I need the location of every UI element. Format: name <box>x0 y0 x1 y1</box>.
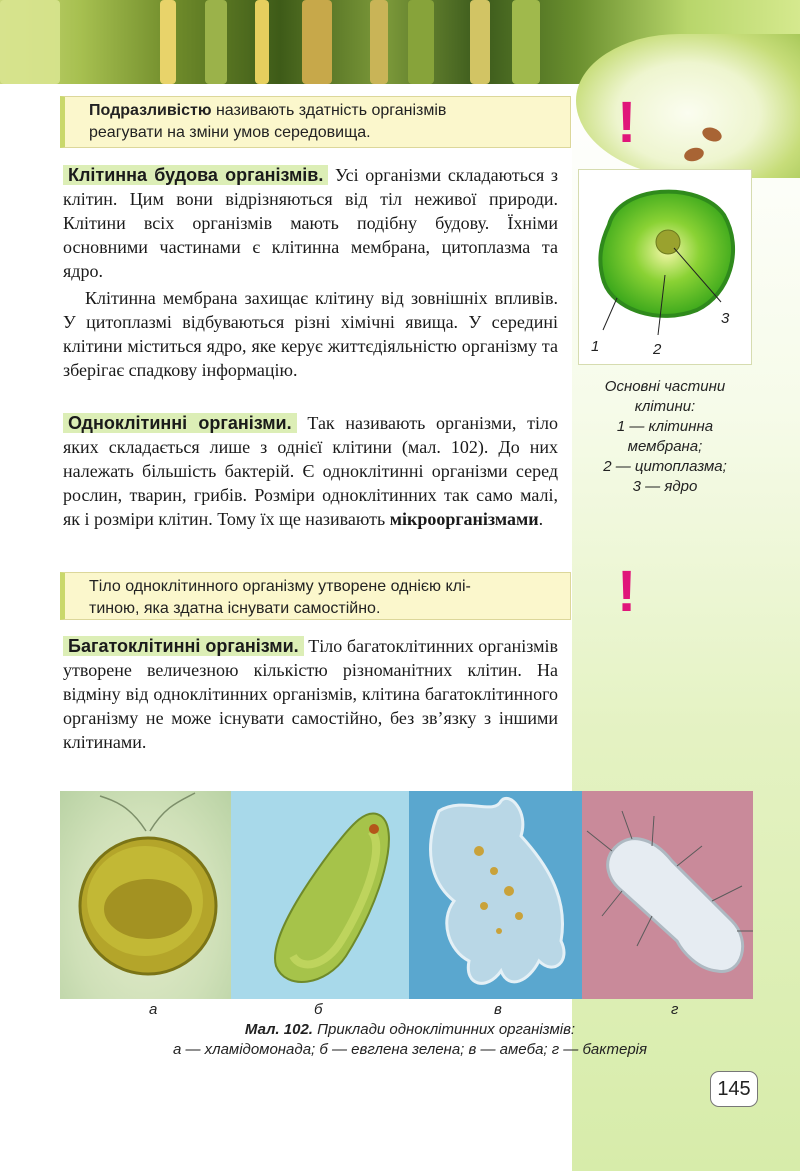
exclamation-icon: ! <box>617 559 637 624</box>
label-3: 3 <box>721 310 730 327</box>
figure-102-photos <box>60 791 753 999</box>
photo-chlamydomonas <box>60 791 231 999</box>
paragraph-text: Тіло багатоклітинних організмів утворене величезною кількістю різноманітних клітин. На відміну від одноклітинних організмів, клітина багатоклітинного організму не може існувати самостійно, без зв’язку з іншими клітинами. <box>63 636 558 752</box>
cell-structure-paragraph <box>63 163 558 283</box>
definition-text: тиною, яка здатна існувати самостійно. <box>89 600 381 617</box>
exclamation-icon: ! <box>617 90 637 155</box>
pointer-line <box>603 298 617 330</box>
label-2: 2 <box>653 341 662 358</box>
caption-item: 2 — цитоплазма; <box>603 458 727 475</box>
figure-102-caption <box>120 1020 700 1060</box>
definition-box-irritability <box>60 96 571 148</box>
cell-diagram-caption <box>580 377 750 497</box>
bold-term: мікроорганізмами <box>389 509 539 529</box>
label-1: 1 <box>591 338 600 355</box>
caption-text: а — хламідомонада; б — евглена зелена; в — амеба; г — бактерія <box>172 1041 648 1058</box>
section-heading: Багатоклітинні організми. <box>63 636 304 656</box>
photo-label-v: в <box>494 1001 502 1018</box>
photo-label-g: г <box>671 1001 679 1018</box>
caption-title: Основні частини клітини: <box>604 378 726 415</box>
caption-item: 3 — ядро <box>632 478 698 495</box>
definition-text: реагувати на зміни умов середовища. <box>89 124 371 141</box>
definition-term: Подразливістю <box>89 102 212 119</box>
photo-amoeba <box>409 791 582 999</box>
definition-text: Тіло одноклітинного організму утворене однією клі- <box>89 578 471 595</box>
photo-label-b: б <box>314 1001 323 1018</box>
photo-euglena <box>231 791 409 999</box>
caption-item: 1 — клітинна мембрана; <box>616 418 714 455</box>
photo-bacterium <box>582 791 753 999</box>
definition-box-unicellular <box>60 572 571 620</box>
section-heading: Клітинна будова організмів. <box>63 165 328 185</box>
section-heading: Одноклітинні організми. <box>63 413 297 433</box>
unicellular-paragraph <box>63 411 558 531</box>
definition-text: називають здатність організмів <box>215 102 447 119</box>
paragraph-text: Так називають організми, тіло яких складається лише з однієї клітини (мал. 102). До них належать більшість бактерій. Є одноклітинні організми серед рослин, тварин, грибів. Розміри одноклітинних так само малі, як і розміри клітин. Тому їх ще називають <box>63 413 559 529</box>
figure-number: Мал. 102. <box>244 1021 313 1038</box>
caption-text: Приклади одноклітинних організмів: <box>317 1021 576 1038</box>
cell-membrane-paragraph: Клітинна мембрана захищає клітину від зовнішніх впливів. У цитоплазмі відбуваються різні хімічні явища. У середині клітини міститься ядро, яке керує життєдіяльністю організму та зберігає спадкову інформацію. <box>63 288 558 380</box>
punctuation: . <box>538 509 544 529</box>
multicellular-paragraph <box>63 634 558 754</box>
cell-diagram <box>578 169 752 365</box>
page-number: 145 <box>710 1071 758 1107</box>
photo-label-a: а <box>149 1001 158 1018</box>
paragraph-text: Усі організми складаються з клітин. Цим вони відрізняються від тіл неживої природи. Клітини всіх організмів мають подібну будову. Їхніми основними частинами є клітинна мембрана, цитоплазма та ядро. <box>63 165 559 281</box>
